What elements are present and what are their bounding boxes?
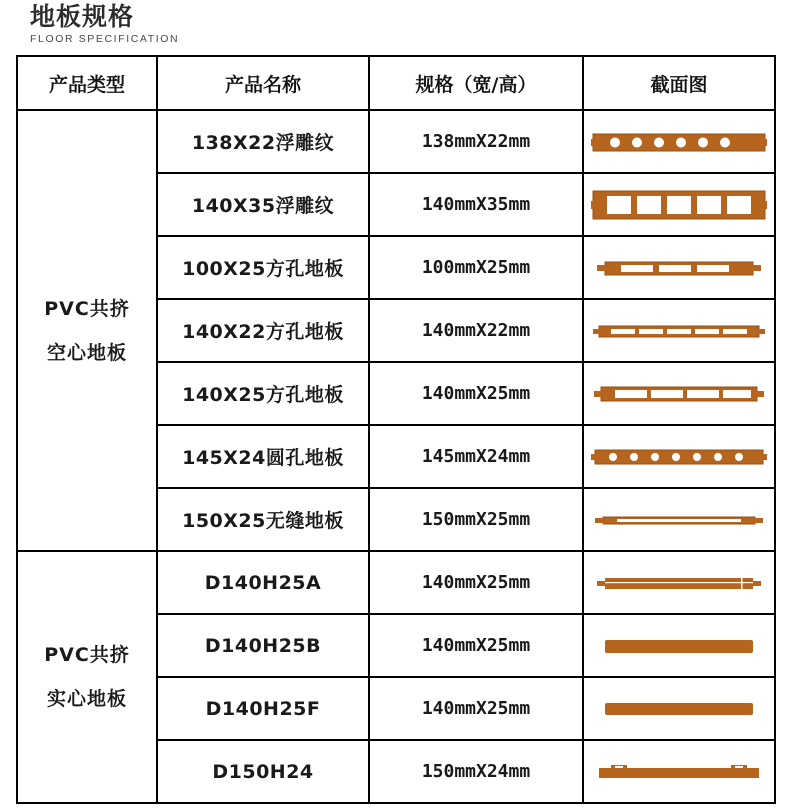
product-name: 140X25方孔地板 xyxy=(157,362,369,425)
section-figure-cell xyxy=(583,236,775,299)
product-name: 138X22浮雕纹 xyxy=(157,110,369,173)
table-header xyxy=(17,56,775,110)
product-name: D140H25A xyxy=(157,551,369,614)
section-square-holes-3-icon xyxy=(584,237,774,298)
section-figure-cell xyxy=(583,299,775,362)
section-figure-cell xyxy=(583,362,775,425)
section-figure-cell xyxy=(583,488,775,551)
section-solid-grooved-a-icon xyxy=(584,552,774,613)
product-spec: 140mmX22mm xyxy=(369,299,583,362)
specification-table xyxy=(16,55,776,804)
page-subtitle: FLOOR SPECIFICATION xyxy=(30,33,180,45)
section-figure-cell xyxy=(583,740,775,803)
header-spec: 规格（宽/高） xyxy=(369,56,583,110)
product-spec: 150mmX25mm xyxy=(369,488,583,551)
section-round-holes-6-icon xyxy=(584,111,774,172)
product-name: 145X24圆孔地板 xyxy=(157,425,369,488)
product-spec: 140mmX35mm xyxy=(369,173,583,236)
table-row xyxy=(17,551,775,614)
product-name: 140X35浮雕纹 xyxy=(157,173,369,236)
product-spec: 140mmX25mm xyxy=(369,551,583,614)
section-figure-cell xyxy=(583,677,775,740)
title-block xyxy=(30,2,330,46)
section-tall-square-holes-icon xyxy=(584,174,774,235)
product-spec: 138mmX22mm xyxy=(369,110,583,173)
product-name: D140H25F xyxy=(157,677,369,740)
section-solid-notched-icon xyxy=(584,741,774,802)
product-name: 140X22方孔地板 xyxy=(157,299,369,362)
group-type-solid xyxy=(17,551,157,803)
product-name: 150X25无缝地板 xyxy=(157,488,369,551)
group-type-hollow-line1: PVC共挤 xyxy=(44,297,130,320)
group-type-hollow-line2: 空心地板 xyxy=(46,341,127,364)
product-spec: 140mmX25mm xyxy=(369,362,583,425)
section-solid-plain-b-icon xyxy=(584,615,774,676)
product-spec: 140mmX25mm xyxy=(369,677,583,740)
group-type-hollow xyxy=(17,110,157,551)
header-product-name: 产品名称 xyxy=(157,56,369,110)
product-spec: 150mmX24mm xyxy=(369,740,583,803)
section-square-holes-5-icon xyxy=(584,300,774,361)
product-spec: 100mmX25mm xyxy=(369,236,583,299)
section-figure-cell xyxy=(583,614,775,677)
product-name: D140H25B xyxy=(157,614,369,677)
section-seamless-icon xyxy=(584,489,774,550)
table-row xyxy=(17,110,775,173)
section-figure-cell xyxy=(583,425,775,488)
product-name: D150H24 xyxy=(157,740,369,803)
table-body xyxy=(17,110,775,803)
table-header-row xyxy=(17,56,775,110)
page-title: 地板规格 xyxy=(30,2,135,31)
section-figure-cell xyxy=(583,551,775,614)
header-product-type: 产品类型 xyxy=(17,56,157,110)
group-type-solid-line1: PVC共挤 xyxy=(44,644,130,666)
section-figure-cell xyxy=(583,110,775,173)
section-round-holes-7-icon xyxy=(584,426,774,487)
section-square-holes-4-icon xyxy=(584,363,774,424)
section-solid-plain-f-icon xyxy=(584,678,774,739)
section-figure-cell xyxy=(583,173,775,236)
group-type-solid-line2: 实心地板 xyxy=(46,688,127,710)
header-section-figure: 截面图 xyxy=(583,56,775,110)
product-spec: 140mmX25mm xyxy=(369,614,583,677)
product-spec: 145mmX24mm xyxy=(369,425,583,488)
product-name: 100X25方孔地板 xyxy=(157,236,369,299)
